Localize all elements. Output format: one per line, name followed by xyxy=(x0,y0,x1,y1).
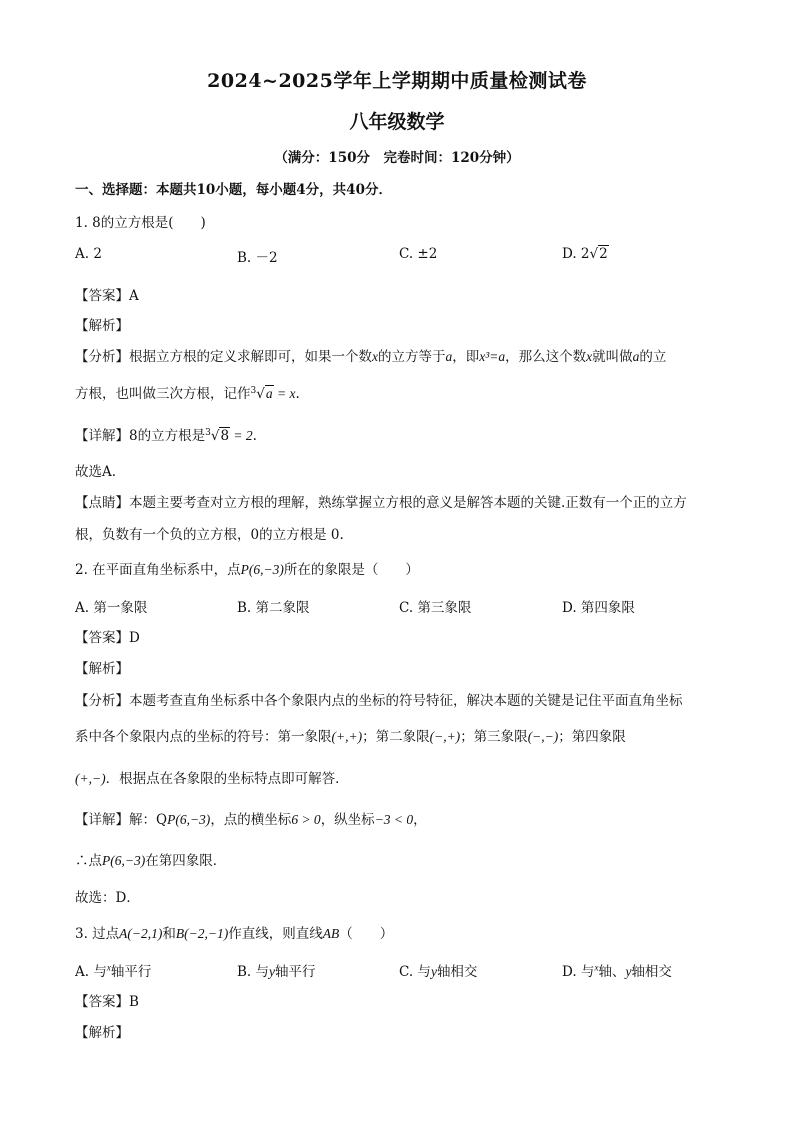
q1-option-d-label: D. 2 xyxy=(562,246,590,262)
text: 的立方等于 xyxy=(378,349,446,365)
text: 3. 过点 xyxy=(75,926,120,942)
q1-option-c: C. ±2 xyxy=(399,246,438,262)
q2-fenxi-line2 xyxy=(75,725,626,745)
math-var: y xyxy=(269,964,276,979)
math-expr: P(6,−3) xyxy=(240,562,284,577)
q2-answer xyxy=(75,626,140,646)
text: ；第二象限 xyxy=(362,729,430,745)
xiangjie-tag: 【详解】 xyxy=(75,812,129,828)
q2-guxuan: 故选：D． xyxy=(75,890,140,906)
math-expr: x³=a xyxy=(479,349,506,364)
text: 所在的象限是（ ） xyxy=(283,562,419,578)
text: 轴相交 xyxy=(436,964,478,980)
math-expr: AB xyxy=(322,926,340,941)
xiangjie-tag: 【详解】 xyxy=(75,428,129,444)
math-expr: = x xyxy=(273,386,296,401)
math-expr: (+,+) xyxy=(331,729,363,744)
text: 作直线，则直线 xyxy=(228,926,323,942)
text: ；第三象限 xyxy=(460,729,528,745)
q2-conclusion xyxy=(75,849,226,869)
math-expr: −3 < 0 xyxy=(374,812,414,827)
sqrt-sign: √ xyxy=(589,246,599,262)
math-var: a xyxy=(632,349,640,364)
text: 轴、 xyxy=(598,964,626,980)
q2-option-c: C. 第三象限 xyxy=(399,600,472,616)
text: 本题主要考查对立方根的理解，熟练掌握立方根的意义是解答本题的关键.正数有一个正的立方 xyxy=(129,495,687,511)
exam-info: （满分：150分 完卷时间：120分钟） xyxy=(274,150,520,166)
math-var: y xyxy=(430,964,437,979)
q1-conclusion: 故选A. xyxy=(75,464,117,480)
text: ；第四象限 xyxy=(558,729,626,745)
q3-analysis-tag: 【解析】 xyxy=(75,1025,129,1041)
cube-index: 3 xyxy=(205,428,211,438)
text: . xyxy=(252,428,257,444)
math-var: x xyxy=(586,349,593,364)
answer-tag: 【答案】 xyxy=(75,630,129,646)
text: 在第四象限． xyxy=(145,853,227,869)
text: B. 与 xyxy=(237,964,270,980)
text: 系中各个象限内点的坐标的符号：第一象限 xyxy=(75,729,332,745)
text: 轴平行 xyxy=(110,964,152,980)
text: . xyxy=(295,386,300,402)
sqrt-sign: √ xyxy=(256,386,265,402)
q1-option-d xyxy=(562,246,609,262)
radicand: 8 xyxy=(220,428,230,444)
q1-option-d-radicand: 2 xyxy=(599,246,608,262)
q1-stem: 1. 8的立方根是( ) xyxy=(75,215,206,231)
q2-stem xyxy=(75,558,419,578)
text: 方根，也叫做三次方根，记作 xyxy=(75,386,251,402)
text: A. 与 xyxy=(75,964,107,980)
text: 轴平行 xyxy=(275,964,316,980)
math-var: x xyxy=(594,962,599,973)
math-var: x xyxy=(372,349,378,364)
text: 8的立方根是 xyxy=(129,428,206,444)
cube-index: 3 xyxy=(250,386,257,396)
math-var: a xyxy=(445,349,453,364)
text: 和 xyxy=(162,926,176,942)
math-var: x xyxy=(106,962,111,973)
text: ．根据点在各象限的坐标特点即可解答． xyxy=(105,771,349,787)
math-expr: A(−2,1) xyxy=(119,926,163,941)
math-expr: (+,−) xyxy=(75,771,106,786)
q2-fenxi-line3 xyxy=(75,767,349,787)
math-expr: P(6,−3) xyxy=(102,853,146,868)
q3-option-a xyxy=(75,960,151,980)
math-expr: P(6,−3) xyxy=(167,812,211,827)
q2-analysis-tag: 【解析】 xyxy=(75,661,129,677)
fenxi-tag: 【分析】 xyxy=(75,693,129,709)
q1-dianjing-line1 xyxy=(75,491,687,511)
math-expr: 6 > 0 xyxy=(291,812,321,827)
text: ， xyxy=(413,812,427,828)
exam-title: 2024~2025学年上学期期中质量检测试卷 xyxy=(207,70,587,92)
dianjing-tag: 【点睛】 xyxy=(75,495,129,511)
text: ，即 xyxy=(452,349,480,365)
q1-analysis-tag: 【解析】 xyxy=(75,318,129,334)
text: ∴点 xyxy=(75,853,102,869)
q3-answer-value: B xyxy=(129,994,139,1010)
q2-answer-value: D xyxy=(129,630,140,646)
sqrt-sign: √ xyxy=(210,428,220,444)
text: 根据立方根的定义求解即可，如果一个数 xyxy=(129,349,372,365)
section-heading: 一、选择题：本题共10小题，每小题4分，共40分． xyxy=(75,182,392,198)
q2-fenxi-line1 xyxy=(75,689,683,709)
q3-option-b xyxy=(237,960,316,980)
q1-answer xyxy=(75,284,139,304)
text: （ ） xyxy=(339,926,394,942)
fenxi-tag: 【分析】 xyxy=(75,349,129,365)
q3-answer xyxy=(75,990,139,1010)
text: ，那么这个数 xyxy=(505,349,587,365)
q2-option-d: D. 第四象限 xyxy=(562,600,635,616)
text: 2. 在平面直角坐标系中，点 xyxy=(75,562,241,578)
q1-option-b: B. －2 xyxy=(237,250,278,266)
text: 轴相交 xyxy=(631,964,672,980)
q1-fenxi-line2 xyxy=(75,382,300,402)
q2-xiangjie xyxy=(75,808,427,828)
math-expr: B(−2,−1) xyxy=(175,926,229,941)
q2-option-b: B. 第二象限 xyxy=(237,600,310,616)
q1-option-a: A. 2 xyxy=(75,246,102,262)
q1-fenxi-line1 xyxy=(75,345,666,365)
math-var: y xyxy=(625,964,632,979)
radicand: a xyxy=(265,386,273,401)
math-expr: (−,−) xyxy=(527,729,559,744)
q1-dianjing-line2: 根，负数有一个负的立方根，0的立方根是 0. xyxy=(75,527,344,543)
text: 的立 xyxy=(639,349,667,365)
q1-xiangjie xyxy=(75,424,257,444)
text: C. 与 xyxy=(399,964,431,980)
q3-option-d xyxy=(562,960,672,980)
answer-tag: 【答案】 xyxy=(75,288,129,304)
text: 本题考查直角坐标系中各个象限内点的坐标的符号特征，解决本题的关键是记住平面直角坐标 xyxy=(129,693,683,709)
math-expr: (−,+) xyxy=(429,729,461,744)
exam-subject: 八年级数学 xyxy=(349,111,445,133)
text: ，纵坐标 xyxy=(320,812,375,828)
text: D. 与 xyxy=(562,964,595,980)
text: 就叫做 xyxy=(592,349,633,365)
text: ，点的横坐标 xyxy=(210,812,292,828)
q3-option-c xyxy=(399,960,477,980)
q3-stem xyxy=(75,922,393,942)
answer-tag: 【答案】 xyxy=(75,994,129,1010)
math-expr: = 2 xyxy=(230,428,253,443)
text: 解：Q xyxy=(129,812,168,828)
q2-option-a: A. 第一象限 xyxy=(75,600,148,616)
q1-answer-value: A xyxy=(129,288,139,304)
